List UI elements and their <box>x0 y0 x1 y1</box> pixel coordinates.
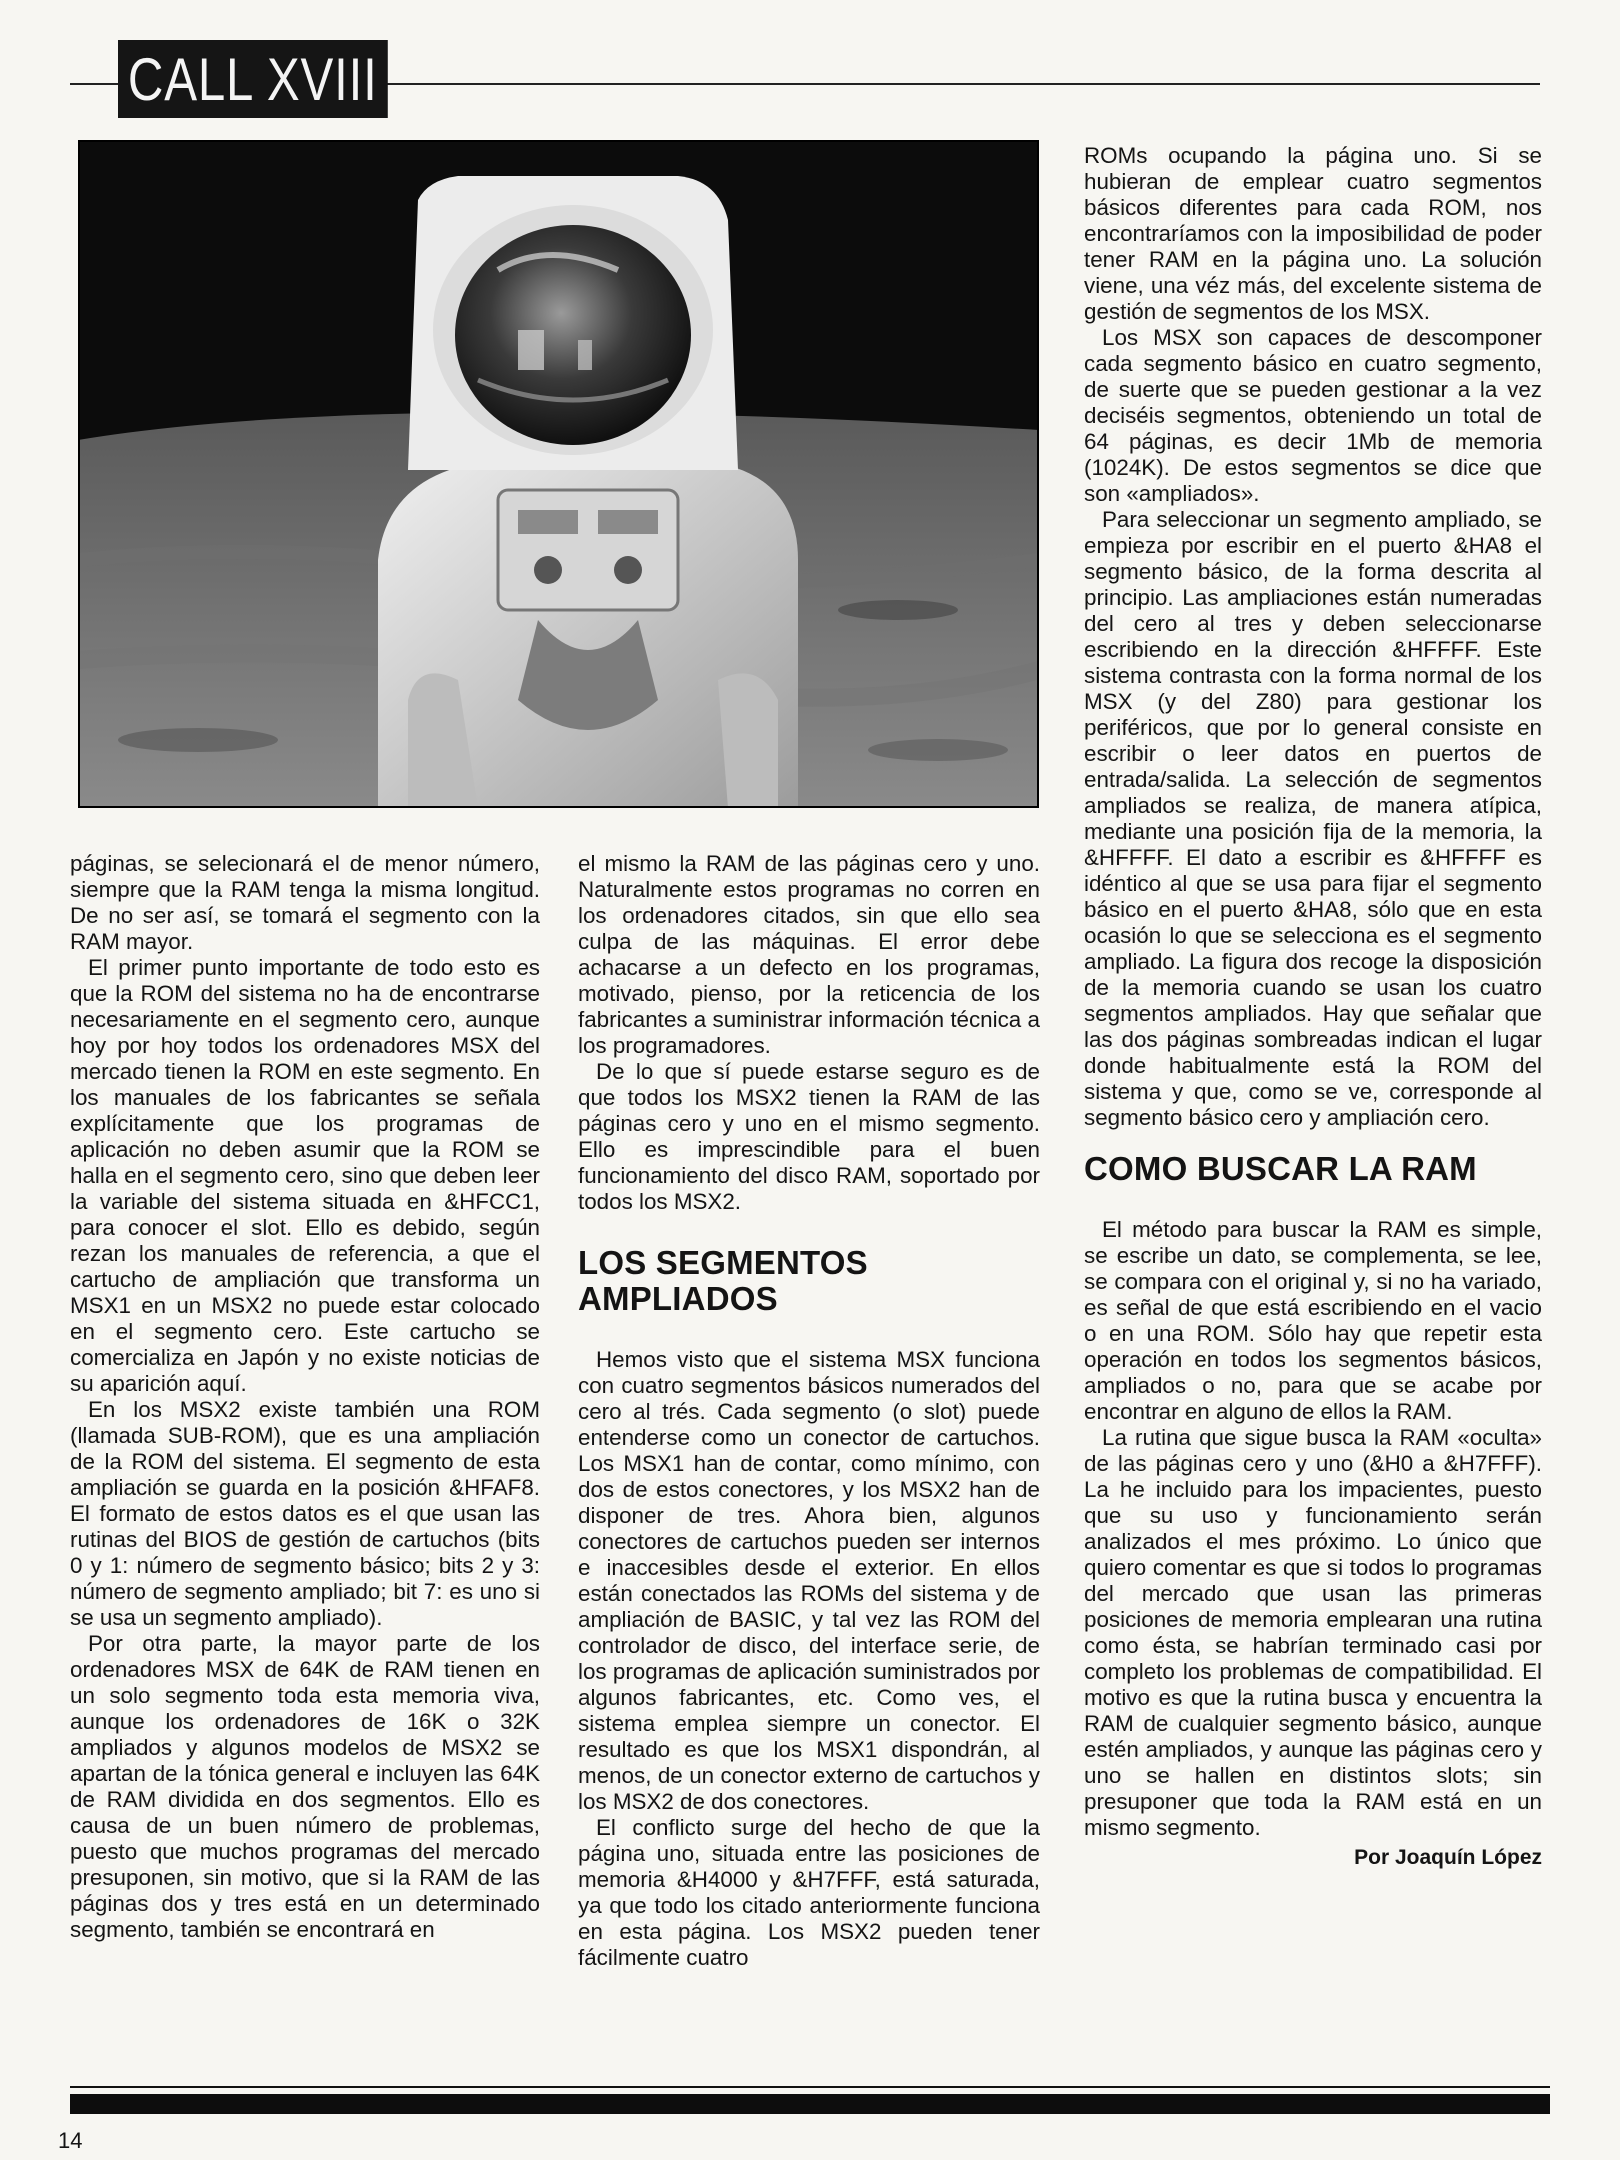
paragraph: Los MSX son capaces de descomponer cada segmento básico en cuatro segmento, de suerte que se pueden gestionar a la vez deciséis segmentos, obteniendo un total de 64 páginas, es decir 1Mb de memoria (1024K). De estos segmentos se dice que son «ampliados». <box>1084 325 1542 506</box>
paragraph: La rutina que sigue busca la RAM «oculta» de las páginas cero y uno (&H0 a &H7FFF). La he incluido para los impacientes, puesto que su uso y funcionamiento serán analizados el mes próximo. Lo único que quiero comentar es que si todos lo programas del mercado que usan las primeras posiciones de memoria emplearan una rutina como ésta, se habrían terminado casi por completo los problemas de compatibilidad. El motivo es que la rutina busca y encuentra la RAM de cualquier segmento básico, aunque estén ampliados, y aunque las páginas cero y uno se hallen en distintos slots; sin presuponer que toda la RAM está en un mismo segmento. <box>1084 1425 1542 1840</box>
paragraph: Para seleccionar un segmento ampliado, se empieza por escribir en el puerto &HA8 el segmento básico, de la forma descrita al principio. Las ampliaciones están numeradas del cero al tres y deben seleccionarse escribiendo en la dirección &HFFFF. Este sistema contrasta con la forma normal de los MSX (y del Z80) para gestionar los periféricos, que por lo general consiste en escribir o leer datos en puertos de entrada/salida. La selección de segmentos ampliados se realiza, de manera atípica, mediante una posición fija de la memoria, la &HFFFF. El dato a escribir es &HFFFF es idéntico al que se usa para fijar el segmento básico en el puerto &HA8, sólo que en esta ocasión lo que se selecciona es el segmento ampliado. La figura dos recoge la disposición de la memoria cuando se usan los cuatro segmentos ampliados. Hay que señalar que las dos páginas sombreadas indican el lugar donde habitualmente está la ROM del sistema y que, como se ve, corresponde al segmento básico cero y ampliación cero. <box>1084 507 1542 1130</box>
section-heading-segmentos: LOS SEGMENTOS AMPLIADOS <box>578 1244 868 1317</box>
astronaut-illustration <box>78 140 1039 808</box>
page-number: 14 <box>58 2128 83 2153</box>
paragraph: El método para buscar la RAM es simple, se escribe un dato, se complementa, se lee, se compara con el original y, si no ha variado, es señal de que está escribiendo en el vacio o en una ROM. Sólo hay que repetir esta operación en todos los segmentos básicos, ampliados o no, para que se acabe por encontrar en alguno de ellos la RAM. <box>1084 1217 1542 1424</box>
footer-bar <box>70 2094 1550 2114</box>
astronaut-photo <box>78 140 1039 808</box>
column-1 <box>70 851 540 1943</box>
paragraph: De lo que sí puede estarse seguro es de que todos los MSX2 tienen la RAM de las páginas cero y uno en el mismo segmento. Ello es imprescindible para el buen funcionamiento del disco RAM, soportado por todos los MSX2. <box>578 1059 1040 1214</box>
column-2 <box>578 851 1040 1971</box>
section-heading-buscar-ram: COMO BUSCAR LA RAM <box>1084 1150 1477 1187</box>
paragraph: páginas, se selecionará el de menor número, siempre que la RAM tenga la misma longitud. De no ser así, se tomará el segmento con la RAM mayor. <box>70 851 540 954</box>
paragraph: Por otra parte, la mayor parte de los ordenadores MSX de 64K de RAM tienen en un solo segmento toda esta memoria viva, aunque los ordenadores de 16K o 32K ampliados y algunos modelos de MSX2 se apartan de la tónica general e incluyen las 64K de RAM dividida en dos segmentos. Ello es causa de un buen número de problemas, puesto que muchos programas del mercado presuponen, sin motivo, que si la RAM de las páginas dos y tres está en un determinado segmento, también se encontrará en <box>70 1631 540 1942</box>
paragraph: El conflicto surge del hecho de que la página uno, situada entre las posiciones de memoria &H4000 y &H7FFF, está saturada, ya que todo los citado anteriormente funciona en esta página. Los MSX2 pueden tener fácilmente cuatro <box>578 1815 1040 1970</box>
paragraph: Hemos visto que el sistema MSX funciona con cuatro segmentos básicos numerados del cero al trés. Cada segmento (o slot) puede entenderse como un conector de cartuchos. Los MSX1 han de contar, como mínimo, con dos de estos conectores, y los MSX2 han de disponer de tres. Ahora bien, algunos conectores de cartuchos pueden ser internos e inaccesibles desde el exterior. En ellos están conectados las ROMs del sistema y de ampliación de BASIC, y tal vez las ROM del controlador de disco, del interface serie, de los programas de aplicación suministrados por algunos fabricantes, etc. Como ves, el sistema emplea siempre un conector. El resultado es que los MSX1 dispondrán, al menos, de un conector externo de cartuchos y los MSX2 de dos conectores. <box>578 1347 1040 1814</box>
paragraph: el mismo la RAM de las páginas cero y uno. Naturalmente estos programas no corren en los ordenadores citados, sin que ello sea culpa de las máquinas. El error debe achacarse a un defecto en los programas, motivado, pienso, por la reticencia de los fabricantes a suministrar información técnica a los programadores. <box>578 851 1040 1058</box>
paragraph: ROMs ocupando la página uno. Si se hubieran de emplear cuatro segmentos básicos diferentes para cada ROM, nos encontraríamos con la imposibilidad de poder tener RAM en la página uno. La solución viene, una véz más, del excelente sistema de gestión de segmentos de los MSX. <box>1084 143 1542 324</box>
paragraph: En los MSX2 existe también una ROM (llamada SUB-ROM), que es una ampliación de la ROM del sistema. El segmento de esta ampliación se guarda en la posición &HFAF8. El formato de estos datos es el que usan las rutinas del BIOS de gestión de cartuchos (bits 0 y 1: número de segmento básico; bits 2 y 3: número de segmento ampliado; bit 7: es uno si se usa un segmento ampliado). <box>70 1397 540 1630</box>
footer-rule <box>70 2086 1550 2088</box>
section-title: CALL XVIII <box>118 40 387 118</box>
column-3 <box>1084 143 1542 1871</box>
paragraph: El primer punto importante de todo esto es que la ROM del sistema no ha de encontrarse necesariamente en el segmento cero, aunque hoy por hoy todos los ordenadores MSX del mercado tienen la ROM en este segmento. En los manuales de los fabricantes se señala explícitamente que los programas de aplicación no deben asumir que la ROM se halla en el segmento cero, sino que deben leer la variable del sistema situada en &HFCC1, para conocer el slot. Ello es debido, según rezan los manuales de referencia, a que el cartucho de ampliación que transforma un MSX1 en un MSX2 no puede estar colocado en el segmento cero. Este cartucho se comercializa en Japón y no existe noticias de su aparición aquí. <box>70 955 540 1396</box>
author-byline: Por Joaquín López <box>1354 1846 1542 1869</box>
